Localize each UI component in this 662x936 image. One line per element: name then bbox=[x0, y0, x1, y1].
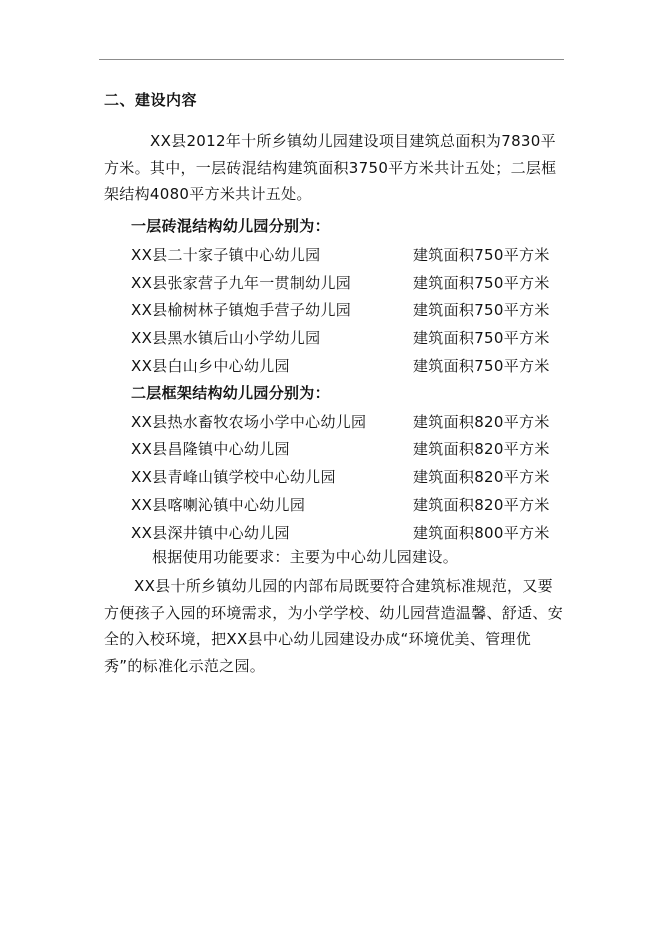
requirement-paragraph: 根据使用功能要求：主要为中心幼儿园建设。 bbox=[152, 548, 459, 566]
building-area: 建筑面积820平方米 bbox=[413, 468, 550, 486]
group2-row bbox=[131, 411, 557, 433]
group1-row bbox=[131, 272, 557, 294]
section-heading: 二、建设内容 bbox=[104, 91, 198, 109]
kindergarten-name: XX县深井镇中心幼儿园 bbox=[131, 524, 290, 542]
group2-row bbox=[131, 522, 557, 544]
kindergarten-name: XX县热水畜牧农场小学中心幼儿园 bbox=[131, 413, 367, 431]
building-area: 建筑面积750平方米 bbox=[413, 301, 550, 319]
group2-row bbox=[131, 494, 557, 516]
building-area: 建筑面积750平方米 bbox=[413, 357, 550, 375]
building-area: 建筑面积800平方米 bbox=[413, 524, 550, 542]
building-area: 建筑面积750平方米 bbox=[413, 274, 550, 292]
kindergarten-name: XX县昌隆镇中心幼儿园 bbox=[131, 440, 290, 458]
building-area: 建筑面积820平方米 bbox=[413, 440, 550, 458]
group1-row bbox=[131, 355, 557, 377]
group1-title: 一层砖混结构幼儿园分别为： bbox=[131, 217, 330, 235]
group1-row bbox=[131, 244, 557, 266]
group2-title: 二层框架结构幼儿园分别为： bbox=[131, 384, 330, 402]
kindergarten-name: XX县青峰山镇学校中心幼儿园 bbox=[131, 468, 336, 486]
building-area: 建筑面积820平方米 bbox=[413, 496, 550, 514]
building-area: 建筑面积750平方米 bbox=[413, 329, 550, 347]
group1-row bbox=[131, 299, 557, 321]
kindergarten-name: XX县喀喇沁镇中心幼儿园 bbox=[131, 496, 306, 514]
group2-row bbox=[131, 466, 557, 488]
closing-paragraph: XX县十所乡镇幼儿园的内部布局既要符合建筑标准规范，又要方便孩子入园的环境需求，为小学学校、幼儿园营造温馨、舒适、安全的入校环境，把XX县中心幼儿园建设办成“环境优美、管理优秀”的标准化示范之园。 bbox=[104, 577, 564, 675]
kindergarten-name: XX县黑水镇后山小学幼儿园 bbox=[131, 329, 321, 347]
group2-row bbox=[131, 438, 557, 460]
header-rule bbox=[99, 59, 564, 60]
kindergarten-name: XX县榆树林子镇炮手营子幼儿园 bbox=[131, 301, 352, 319]
kindergarten-name: XX县二十家子镇中心幼儿园 bbox=[131, 246, 321, 264]
group1-row bbox=[131, 327, 557, 349]
kindergarten-name: XX县白山乡中心幼儿园 bbox=[131, 357, 290, 375]
building-area: 建筑面积820平方米 bbox=[413, 413, 550, 431]
building-area: 建筑面积750平方米 bbox=[413, 246, 550, 264]
kindergarten-name: XX县张家营子九年一贯制幼儿园 bbox=[131, 274, 352, 292]
intro-paragraph: XX县2012年十所乡镇幼儿园建设项目建筑总面积为7830平方米。其中，一层砖混结构建筑面积3750平方米共计五处；二层框架结构4080平方米共计五处。 bbox=[104, 132, 557, 203]
